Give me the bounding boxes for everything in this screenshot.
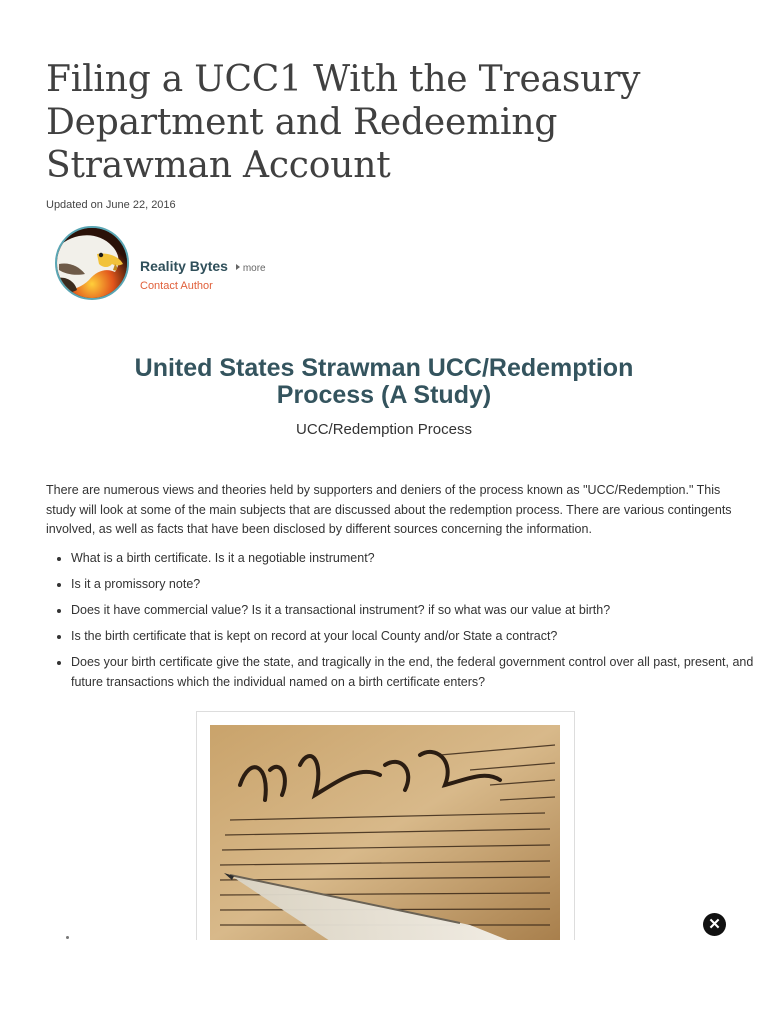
author-name-link[interactable]: Reality Bytes	[140, 258, 228, 274]
updated-date: Updated on June 22, 2016	[46, 199, 176, 211]
list-item: • Is the birth certificate that is kept on record at your local County and/or State a contract?	[71, 626, 761, 646]
section-subtitle: UCC/Redemption Process	[296, 421, 472, 438]
close-icon[interactable]: ✕	[703, 913, 726, 936]
list-item: • Does your birth certificate give the state, and tragically in the end, the federal government control over all past, present, and future transactions which the individual named on a birth certificate enters?	[71, 652, 761, 692]
page-dot	[66, 936, 69, 939]
contact-author-link[interactable]: Contact Author	[140, 280, 213, 292]
article-figure	[196, 711, 575, 940]
more-label: more	[242, 263, 266, 274]
constitution-quill-image[interactable]	[210, 725, 560, 940]
author-name[interactable]	[140, 258, 266, 274]
list-item: • What is a birth certificate. Is it a negotiable instrument?	[71, 548, 761, 568]
question-list	[46, 548, 761, 698]
article-title: Filing a UCC1 With the Treasury Department and Redeeming Strawman Account	[46, 59, 641, 186]
list-item: • Is it a promissory note?	[71, 574, 761, 594]
eagle-avatar-icon	[57, 228, 127, 298]
constitution-image-art	[210, 725, 560, 940]
avatar[interactable]	[55, 226, 129, 300]
list-item: • Does it have commercial value? Is it a transactional instrument? if so what was our value at birth?	[71, 600, 761, 620]
section-title: United States Strawman UCC/Redemption Process (A Study)	[134, 354, 634, 409]
more-link[interactable]	[236, 263, 266, 274]
caret-right-icon	[236, 264, 240, 270]
intro-paragraph: There are numerous views and theories held by supporters and deniers of the process known as "UCC/Redemption." This study will look at some of the main subjects that are discussed about the redemption process. There are various contingents involved, as well as facts that have been disclosed by different sources concerning the information.	[46, 483, 732, 536]
